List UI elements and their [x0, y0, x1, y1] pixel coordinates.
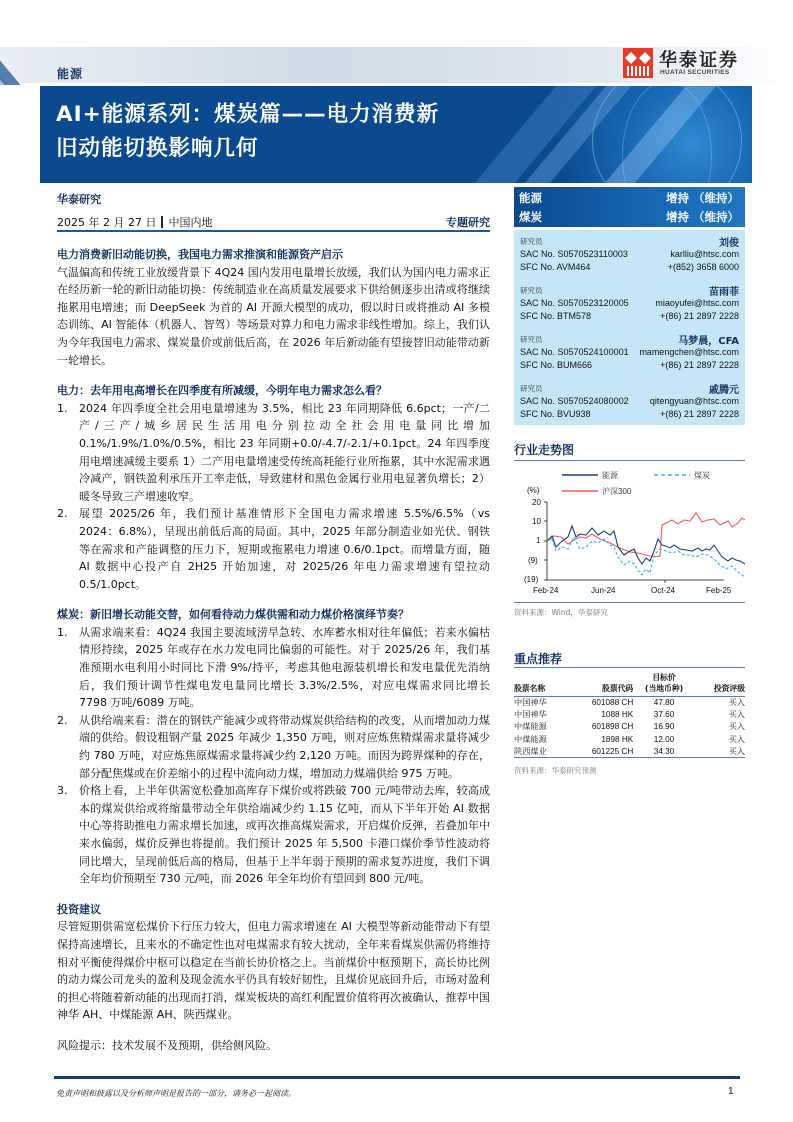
- rating-row: 能源 增持 （维持）: [519, 191, 739, 205]
- report-title: AI+能源系列：煤炭篇——电力消费新 旧动能切换影响几何: [56, 102, 440, 161]
- svg-text:(%): (%): [527, 486, 540, 495]
- logo-text-en: HUATAI SECURITIES: [660, 69, 730, 76]
- email-link[interactable]: karlliu@htsc.com: [670, 249, 739, 259]
- svg-text:20: 20: [532, 498, 541, 507]
- rating-box: [514, 187, 745, 227]
- report-type: 专题研究: [446, 216, 490, 229]
- research-house: 华泰研究: [57, 193, 101, 206]
- report-date: 2025 年 2 月 27 日: [57, 216, 157, 229]
- trend-chart: [514, 465, 745, 600]
- list-item: 1. 2024 年四季度全社会用电量增速为 3.5%，相比 23 年同期降低 6.6pct；一产/二产/三产/城乡居民生活用电分别拉动全社会用电量同比增加 0.1%/1.9%/1.0%/0.5%，相比 23 年同期+0.0/-4.7/-2.1/+0.1pct。24 年四季度用电增速减缓主要系 1）二产用电量增速受传统高耗能行业所拖累，其中水泥需求遇冷减产，钢铁盈利承压开工率走低，导致建材和黑色金属行业用电显著负增长；2）暖冬导致三产增速收窄。: [57, 401, 490, 503]
- section-heading: 投资建议: [57, 902, 101, 916]
- recommendations-title: 重点推荐: [514, 652, 563, 666]
- svg-text:1: 1: [536, 536, 541, 545]
- analyst-card: 研究员 马梦晨，CFA SAC No. S0570524100001 SFC No. BUM666 mamengchen@htsc.com +(86) 21 2897 2228: [520, 335, 739, 370]
- email-link[interactable]: qitengyuan@htsc.com: [649, 396, 739, 406]
- divider: [514, 602, 745, 603]
- email-link[interactable]: mamengchen@htsc.com: [639, 347, 739, 357]
- svg-text:Jun-24: Jun-24: [591, 586, 616, 595]
- table-row: 中国神华 601088 CH 47.80 买入: [514, 697, 745, 708]
- disclaimer-note: 免责声明和披露以及分析师声明是报告的一部分，请务必一起阅读。: [56, 1089, 296, 1098]
- legend-coal: 煤炭: [694, 471, 710, 480]
- analyst-card: 研究员 苗雨菲 SAC No. S0570523120005 SFC No. BTM578 miaoyufei@htsc.com +(86) 21 2897 2228: [520, 286, 739, 321]
- analyst-card: 研究员 戚腾元 SAC No. S0570524080002 SFC No. BVU938 qitengyuan@htsc.com +(86) 21 2897 2228: [520, 384, 739, 419]
- logo-text-cn: 华泰证券: [659, 50, 739, 71]
- col-header: (当地币种): [633, 683, 695, 697]
- svg-text:Feb-24: Feb-24: [533, 586, 559, 595]
- table-row: 陕西煤业 601225 CH 34.30 买入: [514, 745, 745, 756]
- decorative-diagonal: [0, 10, 58, 85]
- svg-text:Feb-25: Feb-25: [706, 586, 732, 595]
- report-region: 中国内地: [168, 216, 213, 229]
- list-item: 1. 从需求端来看：4Q24 我国主要流域涝旱急转、水库蓄水相对往年偏低；若来水偏枯情形持续，2025 年或存在水力发电同比偏弱的可能性。对于 2025/26 年，我们基准预期水电利用小时同比下滑 9%/持平，考虑其他电源装机增长和发电量优先消纳后，我们预计调节性煤电发电量同比增长 3.3%/2.5%，对应电煤需求同比增长 7798 万吨/6089 万吨。: [57, 625, 490, 710]
- divider: [514, 460, 745, 461]
- col-header: 股票名称: [514, 683, 567, 697]
- risk-note: 风险提示：技术发展不及预期，供给侧风险。: [57, 1038, 277, 1052]
- list-item: 2. 展望 2025/26 年，我们预计基准情形下全国电力需求增速 5.5%/6.5%（vs 2024：6.8%），呈现出前低后高的局面。其中，2025 年部分制造业如光伏、钢铁等在需求和产能调整的压力下，短期或拖累电力增速 0.6/0.1pct。而增量方面，随 AI 数据中心投产自 2H25 开始加速，对 2025/26 年电力需求增速有望拉动 0.5/1.0pct。: [57, 507, 490, 591]
- col-header: 投资评级: [695, 683, 745, 697]
- section-heading: 电力：去年用电高增长在四季度有所减缓，今明年电力需求怎么看？: [57, 384, 387, 398]
- paragraph: 尽管短期供需宽松煤价下行压力较大，但电力需求增速在 AI 大模型等新动能带动下有望保持高速增长，且来水的不确定性也对电煤需求有较大扰动，全年来看煤炭供需仍将维持相对平衡使得煤价中枢可以稳定在当前长协价格之上。当前煤价中枢预期下，高长协比例的动力煤公司龙头的盈利及现金流水平仍具有较好韧性，且煤价见底回升后，市场对盈利的担心将随着新动能的出现而打消，煤炭板块的高红利配置价值将再次被确认，推荐中国神华 AH、中煤能源 AH、陕西煤业。: [57, 920, 490, 1022]
- list-item: 3. 价格上看，上半年供需宽松叠加高库存下煤价或将跌破 700 元/吨带动去库，较高成本的煤炭供给或将缩量带动全年供给端减少约 1.15 亿吨，而从下半年开始 AI 数据中心等将助推电力需求增长加速，或再次推高煤炭需求，开启煤价反弹，若叠加年中来水偏弱，煤价反弹也将提前。我们预计 2025 年 5,500 卡港口煤价季节性波动将同比增大，呈现前低后高的格局，但基于上半年弱于预期的需求复苏进度，我们下调全年均价预期至 730 元/吨，而 2026 年全年均价有望回到 800 元/吨。: [57, 784, 490, 886]
- table-row: 中国神华 1088 HK 37.60 买入: [514, 709, 745, 720]
- section-label: 能源: [57, 67, 84, 81]
- svg-text:(9): (9): [528, 556, 538, 565]
- footer-divider: [54, 1076, 740, 1079]
- rating-row: 煤炭 增持 （维持）: [519, 210, 739, 224]
- paragraph: 气温偏高和传统工业放缓背景下 4Q24 国内发用电量增长放缓，我们认为国内电力需求正在经历新一轮的新旧动能切换：传统制造业在高质量发展要求下供给侧逐步出清或将继续拖累用电增速；而 DeepSeek 为首的 AI 开源大模型的成功，假以时日或将推动 AI 多模态训练、AI 智能体（机器人、智驾）等场景对算力和电力需求非线性增加。综上，我们认为今年我国电力需求、煤炭量价或前低后高，在 2026 年后新动能有望接替旧动能带动新一轮增长。: [57, 265, 490, 367]
- svg-text:10: 10: [532, 517, 541, 526]
- line-chart: [514, 465, 745, 600]
- table-row: 中煤能源 1898 HK 12.00 买入: [514, 733, 745, 744]
- date-line: [57, 210, 490, 232]
- list-item: 2. 从供给端来看：潜在的钢铁产能减少或将带动煤炭供给结构的改变，从而增加动力煤端的供给。假设粗钢产量 2025 年减少 1,350 万吨，则对应炼焦精煤需求量将减少约 780 万吨，对应炼焦原煤需求量将减少约 2,120 万吨。而因为跨界煤种的存在，部分配焦煤或在价差缩小的过程中流向动力煤，增加动力煤端供给 975 万吨。: [57, 713, 490, 780]
- col-header: 股票代码: [567, 683, 634, 697]
- title-banner: [40, 86, 752, 183]
- huatai-logo-icon: [623, 48, 653, 78]
- numbered-list: [57, 624, 490, 888]
- email-link[interactable]: miaoyufei@htsc.com: [655, 298, 739, 308]
- recommendations-table: [514, 672, 745, 758]
- svg-text:(19): (19): [524, 575, 539, 584]
- divider: [514, 667, 745, 668]
- col-header: 目标价: [652, 673, 676, 682]
- chart-title: 行业走势图: [514, 443, 575, 457]
- table-source: 资料来源：华泰研究预测: [514, 766, 597, 775]
- legend-energy: 能源: [602, 471, 618, 480]
- svg-text:Oct-24: Oct-24: [651, 586, 676, 595]
- analyst-card: 研究员 刘俊 SAC No. S0570523110003 SFC No. AVM464 karlliu@htsc.com +(852) 3658 6000: [520, 237, 739, 272]
- numbered-list: [57, 400, 490, 594]
- chart-source: 资料来源：Wind，华泰研究: [514, 608, 608, 617]
- legend-csi300: 沪深300: [602, 487, 632, 496]
- section-heading: 电力消费新旧动能切换，我国电力需求推演和能源资产启示: [57, 248, 343, 261]
- main-content: [57, 246, 490, 1055]
- page-number: 1: [728, 1086, 734, 1097]
- section-heading: 煤炭：新旧增长动能交替，如何看待动力煤供需和动力煤价格演绎节奏？: [57, 608, 409, 622]
- table-row: 中煤能源 601898 CH 16.90 买入: [514, 721, 745, 732]
- analyst-box: [514, 230, 745, 425]
- huatai-logo: [623, 46, 751, 82]
